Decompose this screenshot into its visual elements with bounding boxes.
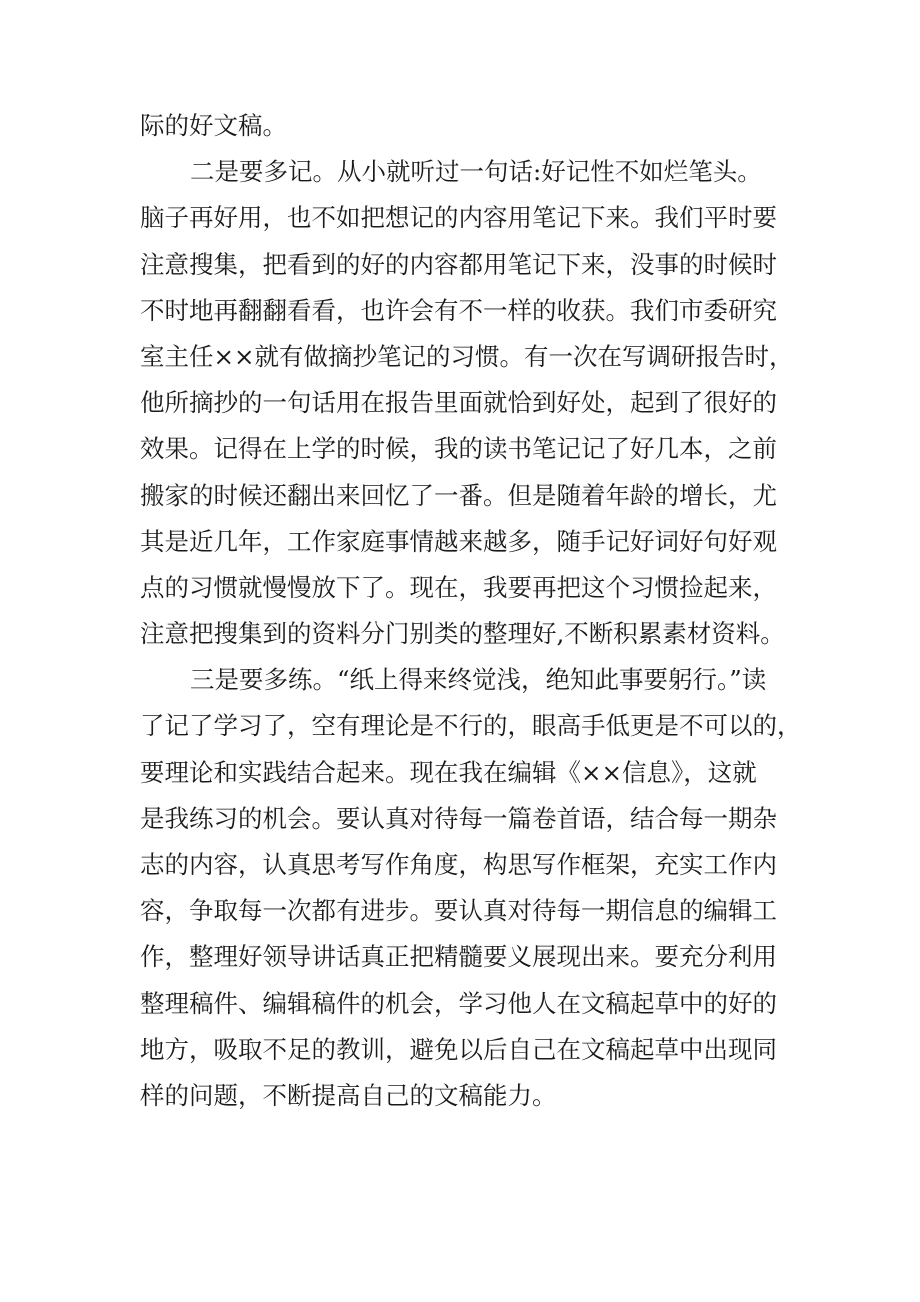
text-line: 注意把搜集到的资料分门别类的整理好,不断积累素材资料。 (140, 619, 785, 649)
paragraph-first-line: 二是要多记。从小就听过一句话:好记性不如烂笔头。 (190, 157, 762, 187)
text-line: 际的好文稿。 (140, 111, 287, 140)
text-line: 其是近几年，工作家庭事情越来越多，随手记好词好句好观 (140, 526, 777, 556)
document-body (140, 103, 802, 1119)
text-line: 了记了学习了，空有理论是不行的，眼高手低更是不可以的， (140, 711, 802, 741)
text-line: 脑子再好用，也不如把想记的内容用笔记下来。我们平时要 (140, 203, 777, 233)
text-line: 样的问题，不断提高自己的文稿能力。 (140, 1080, 557, 1110)
text-line: 整理稿件、编辑稿件的机会，学习他人在文稿起草中的好的 (140, 988, 777, 1018)
text-line: 效果。记得在上学的时候，我的读书笔记记了好几本，之前 (140, 434, 777, 464)
text-line: 注意搜集，把看到的好的内容都用笔记下来，没事的时候时 (140, 249, 777, 279)
text-line: 要理论和实践结合起来。现在我在编辑《××信息》，这就 (140, 757, 757, 787)
text-line: 志的内容，认真思考写作角度，构思写作框架，充实工作内 (140, 850, 777, 879)
paragraph-first-line: 三是要多练。“纸上得来终觉浅，绝知此事要躬行。”读 (190, 665, 767, 695)
text-line: 是我练习的机会。要认真对待每一篇卷首语，结合每一期杂 (140, 803, 777, 833)
text-line: 点的习惯就慢慢放下了。现在，我要再把这个习惯捡起来， (140, 572, 777, 602)
text-line: 室主任××就有做摘抄笔记的习惯。有一次在写调研报告时， (140, 341, 794, 371)
text-line: 作，整理好领导讲话真正把精髓要义展现出来。要充分利用 (140, 942, 777, 972)
text-line: 他所摘抄的一句话用在报告里面就恰到好处，起到了很好的 (140, 388, 777, 418)
text-line: 不时地再翻翻看看，也许会有不一样的收获。我们市委研究 (140, 295, 777, 325)
text-line: 搬家的时候还翻出来回忆了一番。但是随着年龄的增长，尤 (140, 480, 777, 510)
text-line: 地方，吸取不足的教训，避免以后自己在文稿起草中出现同 (140, 1034, 777, 1064)
text-line: 容，争取每一次都有进步。要认真对待每一期信息的编辑工 (140, 896, 777, 926)
